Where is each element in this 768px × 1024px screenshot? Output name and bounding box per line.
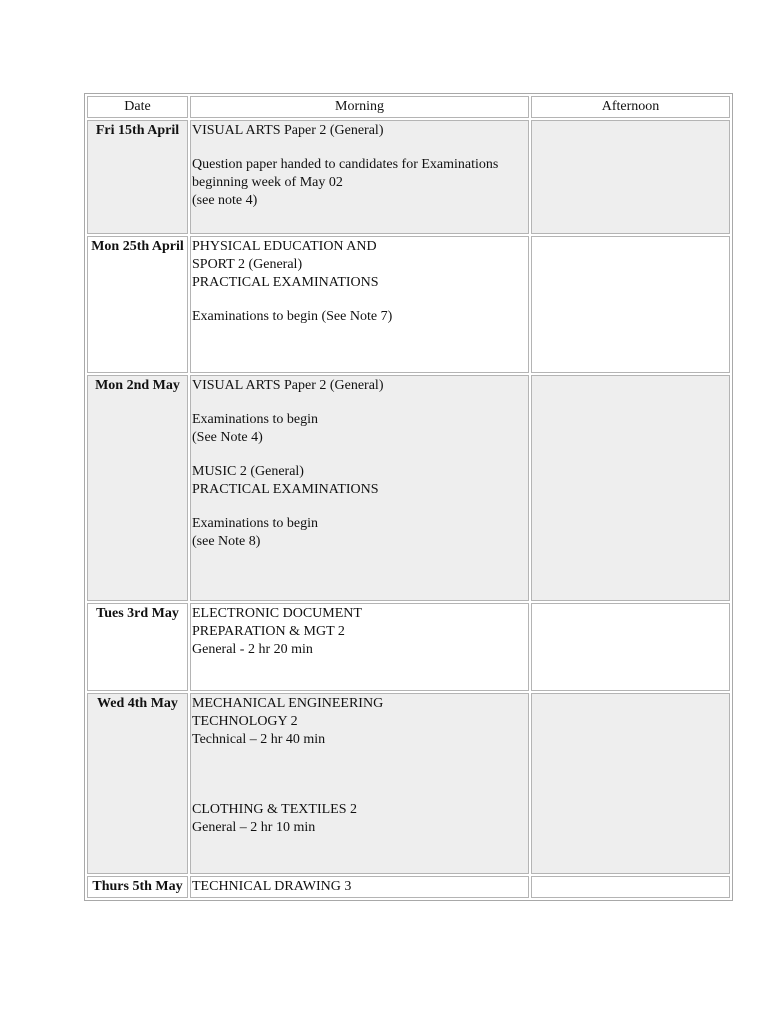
date-cell: Wed 4th May	[87, 693, 188, 874]
date-cell: Thurs 5th May	[87, 876, 188, 898]
date-cell: Tues 3rd May	[87, 603, 188, 691]
table-row	[87, 120, 730, 234]
header-afternoon: Afternoon	[531, 96, 730, 118]
table-row	[87, 876, 730, 898]
date-cell: Mon 25th April	[87, 236, 188, 373]
afternoon-cell	[531, 375, 730, 601]
table-row	[87, 375, 730, 601]
morning-cell	[190, 375, 529, 601]
morning-entry: Examinations to begin (see Note 8)	[192, 516, 318, 549]
morning-entry: VISUAL ARTS Paper 2 (General)	[192, 378, 384, 393]
morning-cell	[190, 603, 529, 691]
morning-entry: MUSIC 2 (General) PRACTICAL EXAMINATIONS	[192, 464, 379, 497]
morning-entry: CLOTHING & TEXTILES 2 General – 2 hr 10 min	[192, 802, 357, 835]
morning-cell	[190, 876, 529, 898]
table-row	[87, 236, 730, 373]
morning-entry: ELECTRONIC DOCUMENT PREPARATION & MGT 2 General - 2 hr 20 min	[192, 606, 362, 657]
morning-entry: PHYSICAL EDUCATION AND SPORT 2 (General) PRACTICAL EXAMINATIONS	[192, 239, 379, 290]
afternoon-cell	[531, 603, 730, 691]
morning-entry: Examinations to begin (See Note 4)	[192, 412, 318, 445]
afternoon-cell	[531, 876, 730, 898]
morning-entry: Examinations to begin (See Note 7)	[192, 309, 393, 324]
header-date: Date	[87, 96, 188, 118]
exam-schedule-table	[84, 93, 733, 901]
morning-cell	[190, 236, 529, 373]
afternoon-cell	[531, 236, 730, 373]
header-row	[87, 96, 730, 118]
date-cell: Mon 2nd May	[87, 375, 188, 601]
date-cell: Fri 15th April	[87, 120, 188, 234]
morning-entry: Question paper handed to candidates for Examinations beginning week of May 02 (see note 4)	[192, 157, 499, 208]
afternoon-cell	[531, 120, 730, 234]
table-row	[87, 603, 730, 691]
morning-entry: VISUAL ARTS Paper 2 (General)	[192, 123, 384, 138]
morning-cell	[190, 120, 529, 234]
header-morning: Morning	[190, 96, 529, 118]
morning-entry: MECHANICAL ENGINEERING TECHNOLOGY 2 Technical – 2 hr 40 min	[192, 696, 384, 747]
morning-entry: TECHNICAL DRAWING 3	[192, 879, 352, 894]
morning-cell	[190, 693, 529, 874]
table-row	[87, 693, 730, 874]
afternoon-cell	[531, 693, 730, 874]
